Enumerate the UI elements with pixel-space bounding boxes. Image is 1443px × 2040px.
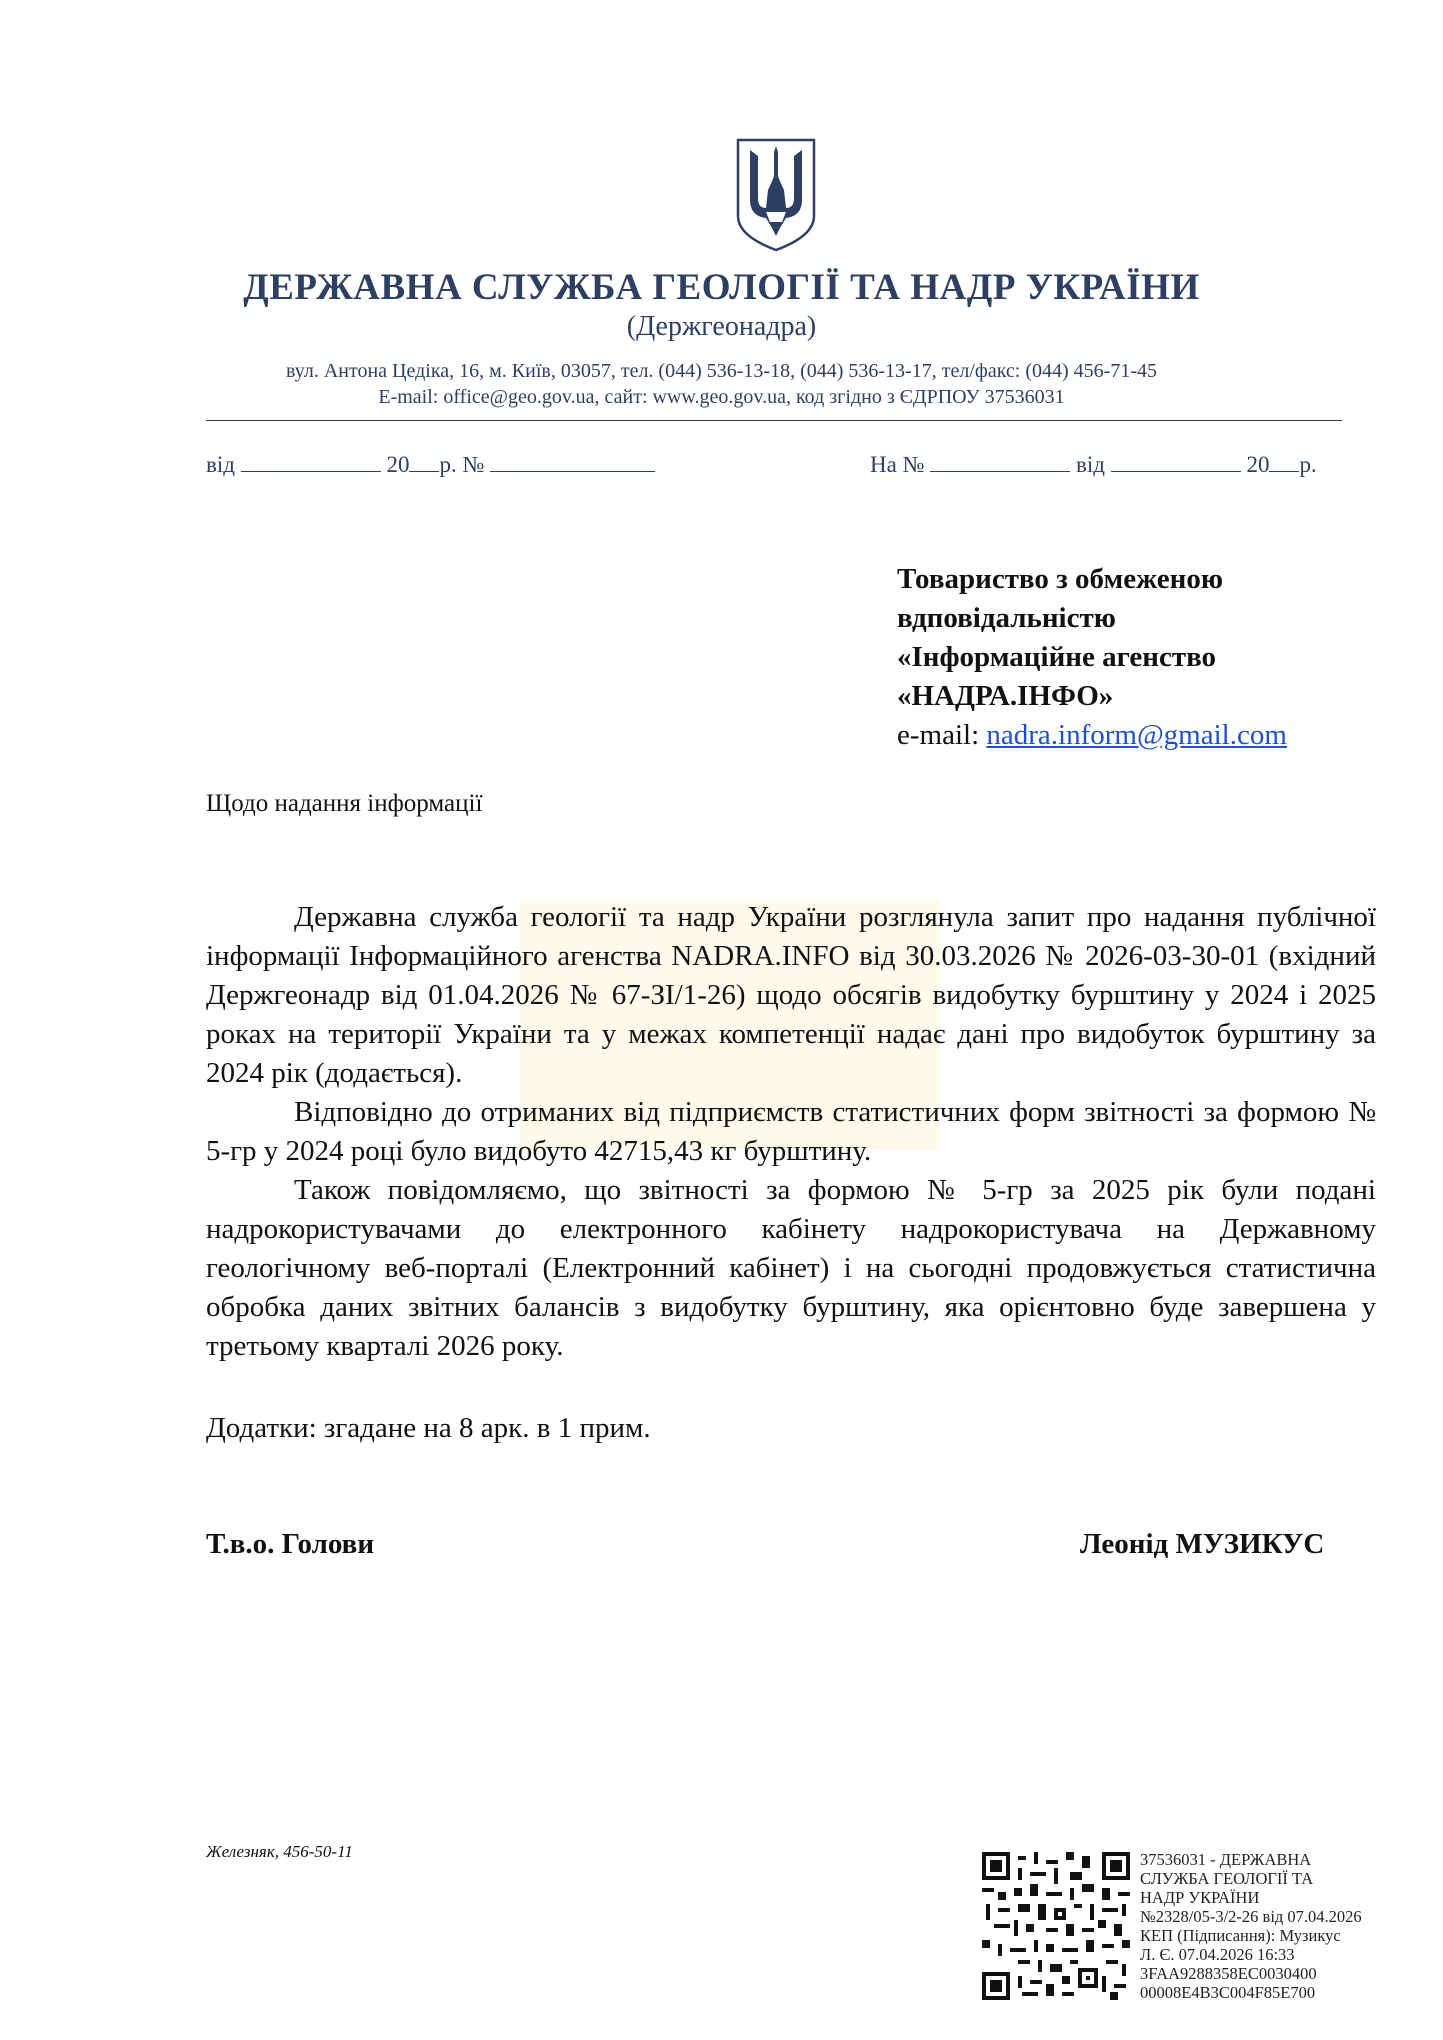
body-paragraph: Також повідомляємо, що звітності за формою № 5-гр за 2025 рік були подані надрокористувачами до електронного кабінету надрокористувача на Державному геологічному веб-порталі (Електронний кабінет) і на сьогодні продовжується статистична обробка даних звітних балансів з видобутку бурштину, яка орієнтовно буде завершена у третьому кварталі 2026 року. xyxy=(206,1174,1376,1362)
organization-address: вул. Антона Цедіка, 16, м. Київ, 03057, тел. (044) 536-13-18, (044) 536-13-17, тел/факс: (044) 456-71-45 xyxy=(285,360,1157,382)
stamp-line: №2328/05-3/2-26 від 07.04.2026 xyxy=(1140,1907,1362,1926)
stamp-line: СЛУЖБА ГЕОЛОГІЇ ТА xyxy=(1140,1869,1314,1888)
organization-contacts: E-mail: office@geo.gov.ua, сайт: www.geo.gov.ua, код згідно з ЄДРПОУ 37536031 xyxy=(378,386,1065,408)
executor-note: Железняк, 456-50-11 xyxy=(206,1842,353,1861)
recipient-line: «Інформаційне агенство xyxy=(897,641,1217,673)
organization-name: ДЕРЖАВНА СЛУЖБА ГЕОЛОГІЇ ТА НАДР УКРАЇНИ xyxy=(243,267,1200,308)
recipient-line: вдповідальністю xyxy=(897,602,1116,634)
body-paragraph: Державна служба геології та надр України розглянула запит про надання публічної інформації Інформаційного агенства NADRA.INFO від 30.03.2026 № 2026-03-30-01 (вхідний Держгеонадр від 01.04.2026 № 67-ЗІ/1-26) щодо обсягів видобутку бурштину у 2024 і 2025 роках на території України та у межах компетенції надає дані про видобуток бурштину за 2024 рік (додається). xyxy=(206,901,1376,1089)
recipient-block xyxy=(897,560,1287,755)
stamp-line: КЕП (Підписання): Музикус xyxy=(1140,1926,1341,1945)
recipient-email-row xyxy=(897,716,1287,755)
body-paragraph: Відповідно до отриманих від підприємств статистичних форм звітності за формою № 5-гр у 2024 році було видобуто 42715,43 кг бурштину. xyxy=(206,1096,1376,1167)
letterhead-divider xyxy=(206,420,1342,421)
signatory-position: Т.в.о. Голови xyxy=(206,1528,375,1560)
outgoing-registration: від 20 р. № xyxy=(206,452,655,478)
stamp-line: 00008E4B3C004F85E700 xyxy=(1140,1983,1316,2002)
recipient-email-link[interactable]: nadra.inform@gmail.com xyxy=(986,719,1287,751)
signatory-name: Леонід МУЗИКУС xyxy=(1080,1528,1325,1560)
attachments-note: Додатки: згадане на 8 арк. в 1 прим. xyxy=(206,1412,651,1444)
stamp-line: 37536031 - ДЕРЖАВНА xyxy=(1140,1850,1312,1869)
recipient-line: «НАДРА.ІНФО» xyxy=(897,680,1114,712)
stamp-line: 3FAA9288358EC0030400 xyxy=(1140,1964,1317,1983)
trident-coat-of-arms-icon xyxy=(734,136,818,252)
qr-code-icon xyxy=(982,1852,1130,2000)
recipient-line: Товариство з обмеженою xyxy=(897,563,1223,595)
letter-body xyxy=(206,898,1376,1366)
stamp-line: Л. Є. 07.04.2026 16:33 xyxy=(1140,1945,1295,1964)
incoming-reference: На № від 20 р. xyxy=(870,452,1317,477)
letter-subject: Щодо надання інформації xyxy=(206,790,483,817)
organization-short-name: (Держгеонадра) xyxy=(626,311,817,342)
stamp-line: НАДР УКРАЇНИ xyxy=(1140,1888,1260,1907)
electronic-signature-stamp xyxy=(1140,1850,1362,2002)
email-label: e-mail: xyxy=(897,719,980,751)
